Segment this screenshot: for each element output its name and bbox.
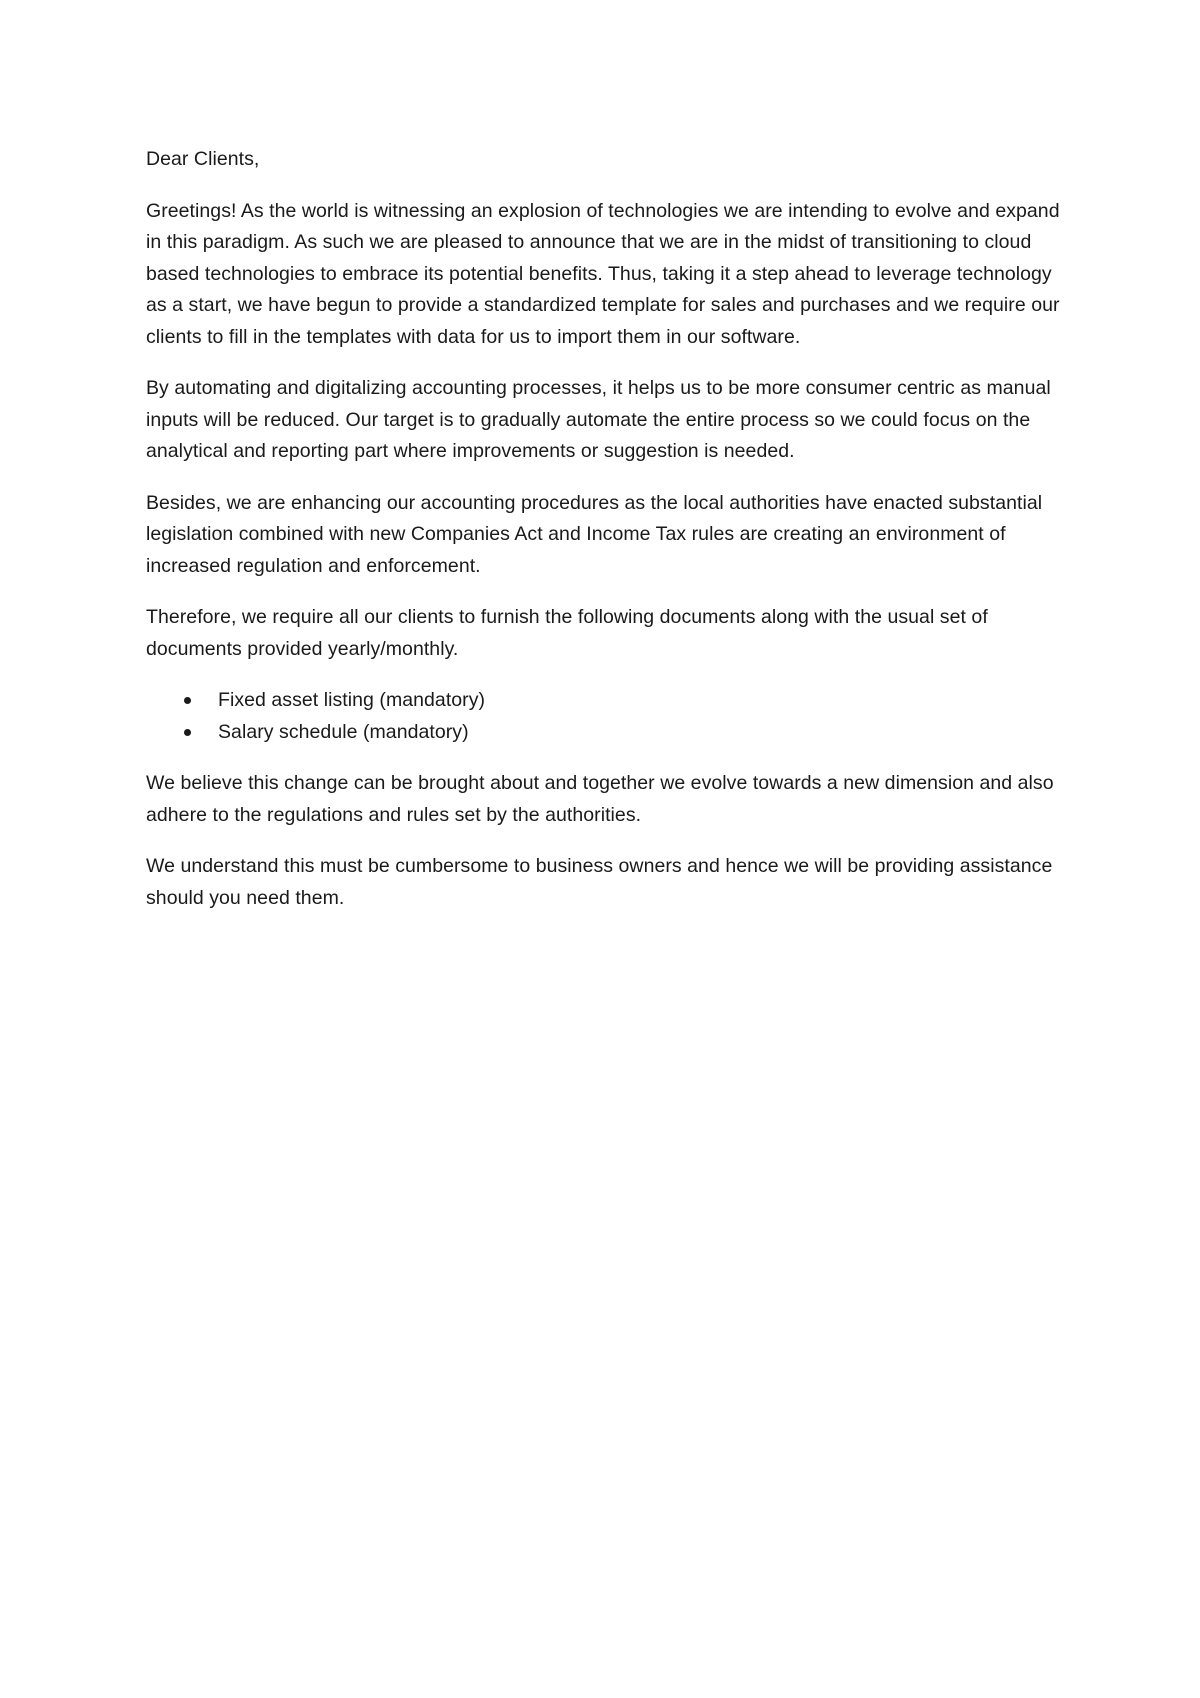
- bullet-icon: [184, 729, 191, 736]
- letter-body: [146, 144, 1066, 934]
- paragraph-assistance: We understand this must be cumbersome to business owners and hence we will be providing assistance should you need them.: [146, 855, 1053, 909]
- paragraph-automation: By automating and digitalizing accounting processes, it helps us to be more consumer centric as manual inputs will be reduced. Our target is to gradually automate the entire process so we could focus on the analytical and reporting part where improvements or suggestion is needed.: [146, 377, 1051, 462]
- required-documents-list: [146, 685, 1066, 748]
- list-item-label: Salary schedule (mandatory): [218, 720, 469, 743]
- salutation: Dear Clients,: [146, 148, 260, 170]
- paragraph-documents-request: Therefore, we require all our clients to furnish the following documents along with the usual set of documents provided yearly/monthly.: [146, 606, 988, 660]
- list-item-label: Fixed asset listing (mandatory): [218, 689, 486, 711]
- paragraph-belief: We believe this change can be brought about and together we evolve towards a new dimension and also adhere to the regulations and rules set by the authorities.: [146, 772, 1054, 826]
- bullet-icon: [184, 697, 191, 704]
- list-item: [146, 717, 1066, 749]
- list-item: [146, 685, 1066, 717]
- paragraph-regulation: Besides, we are enhancing our accounting procedures as the local authorities have enacted substantial legislation combined with new Companies Act and Income Tax rules are creating an environment of increased regulation and enforcement.: [146, 491, 1043, 577]
- paragraph-greetings: Greetings! As the world is witnessing an explosion of technologies we are intending to evolve and expand in this paradigm. As such we are pleased to announce that we are in the midst of transitioning to cloud based technologies to embrace its potential benefits. Thus, taking it a step ahead to leverage technology as a start, we have begun to provide a standardized template for sales and purchases and we require our clients to fill in the templates with data for us to import them in our software.: [146, 199, 1060, 348]
